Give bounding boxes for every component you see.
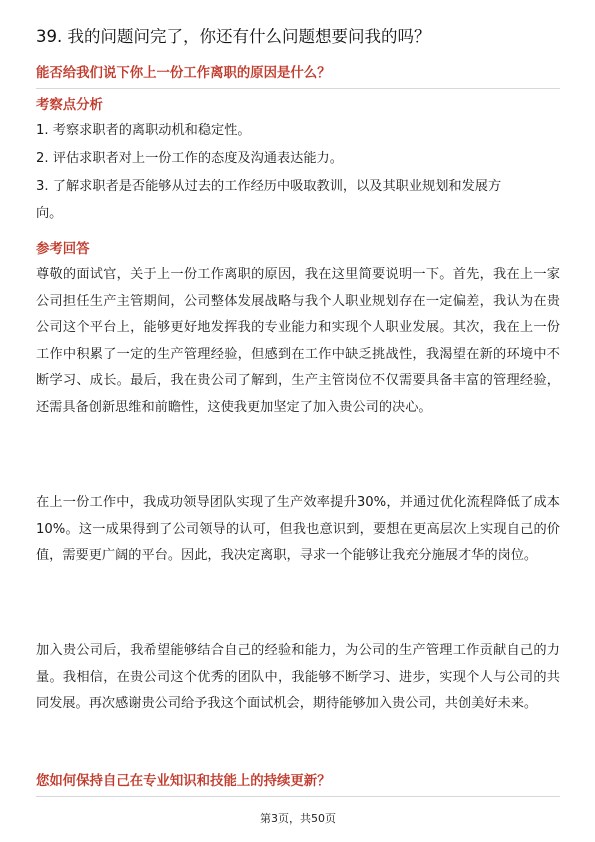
answer-paragraph: 尊敬的面试官，关于上一份工作离职的原因，我在这里简要说明一下。首先，我在上一家公司担任生产主管期间，公司整体发展战略与我个人职业规划存在一定偏差，我认为在贵公司这个平台上，能够更好地发挥我的专业能力和实现个人职业发展。其次，我在上一份工作中积累了一定的生产管理经验，但感到在工作中缺乏挑战性，我渴望在新的环境中不断学习、成长。最后，我在贵公司了解到，生产主管岗位不仅需要具备丰富的管理经验，还需具备创新思维和前瞻性，这使我更加坚定了加入贵公司的决心。 <box>36 267 560 415</box>
analysis-item: 1. 考察求职者的离职动机和稳定性。 <box>36 123 251 138</box>
document-page <box>36 0 560 842</box>
question-title: 39. 我的问题问完了，你还有什么问题想要问我的吗？ <box>36 27 431 46</box>
analysis-item: 3. 了解求职者是否能够从过去的工作经历中吸取教训，以及其职业规划和发展方 <box>36 179 502 194</box>
section-question: 能否给我们说下你上一份工作离职的原因是什么？ <box>36 64 560 89</box>
analysis-heading: 考察点分析 <box>36 98 103 113</box>
answer-paragraph: 在上一份工作中，我成功领导团队实现了生产效率提升30%，并通过优化流程降低了成本10%。这一成果得到了公司领导的认可，但我也意识到，要想在更高层次上实现自己的价值，需要更广阔的平台。因此，我决定离职，寻求一个能够让我充分施展才华的岗位。 <box>36 495 560 563</box>
page-footer: 第3页，共50页 <box>260 812 336 825</box>
answer-paragraph: 加入贵公司后，我希望能够结合自己的经验和能力，为公司的生产管理工作贡献自己的力量。我相信，在贵公司这个优秀的团队中，我能够不断学习、进步，实现个人与公司的共同发展。再次感谢贵公司给予我这个面试机会，期待能够加入贵公司，共创美好未来。 <box>36 643 560 711</box>
answer-heading: 参考回答 <box>36 242 90 257</box>
section-question: 您如何保持自己在专业知识和技能上的持续更新？ <box>36 772 560 797</box>
analysis-item: 2. 评估求职者对上一份工作的态度及沟通表达能力。 <box>36 151 343 166</box>
analysis-item: 向。 <box>36 206 63 221</box>
